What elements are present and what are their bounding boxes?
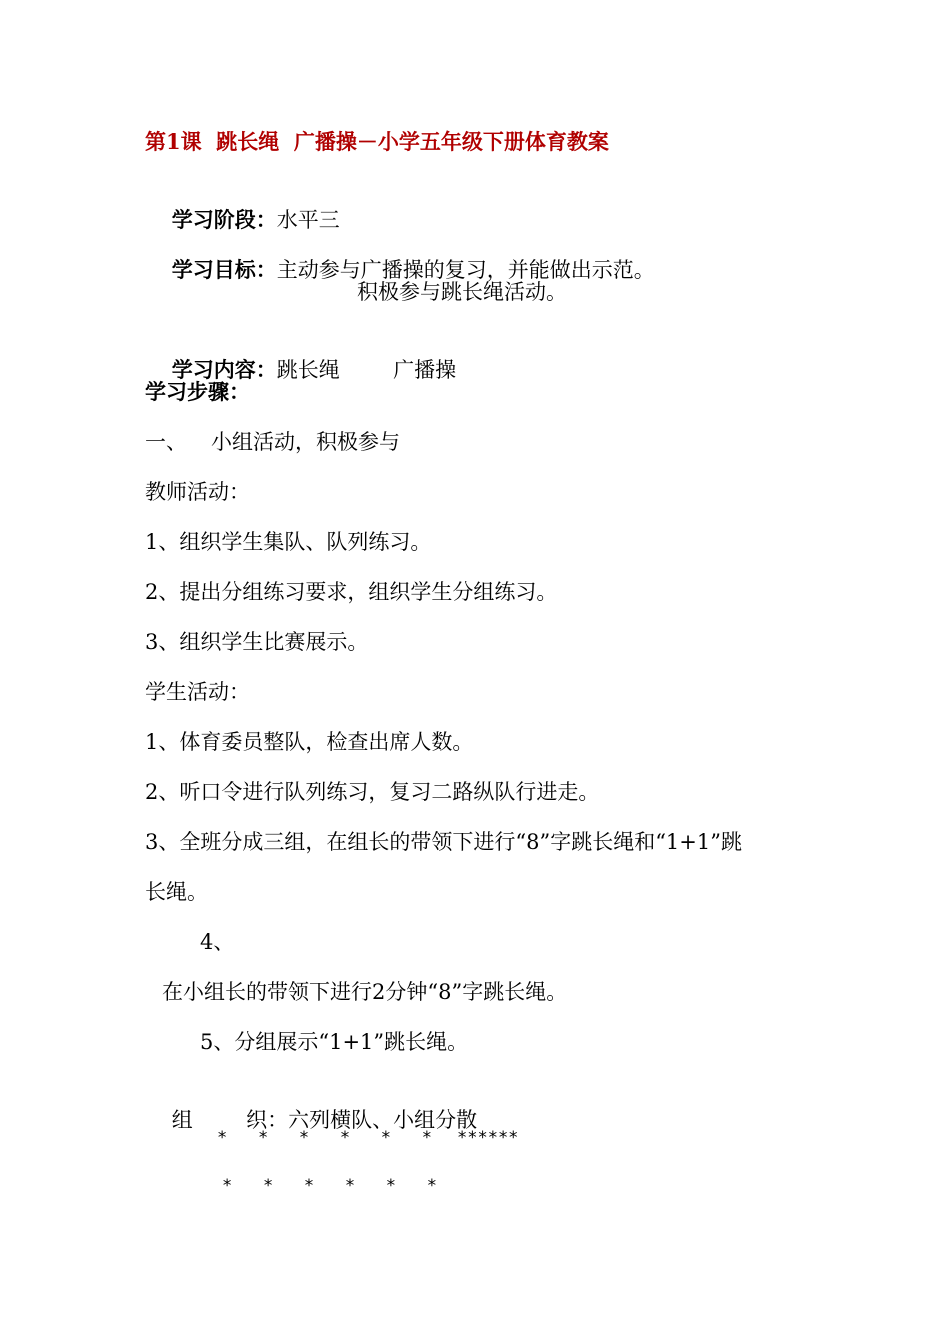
section-one-number: 一、	[145, 430, 187, 454]
formation-row-1-right: ******	[457, 1128, 519, 1148]
study-stage-label: 学习阶段：	[171, 207, 277, 232]
student-item: 2、听口令进行队列练习，复习二路纵队行进走。	[145, 780, 600, 804]
document-title: 第1课 跳长绳 广播操－小学五年级下册体育教案	[145, 129, 609, 154]
formation-row-2: * * * * * *	[222, 1176, 437, 1196]
student-item: 1、体育委员整队，检查出席人数。	[145, 730, 474, 754]
teacher-item: 3、组织学生比赛展示。	[145, 630, 369, 654]
student-item: 5、分组展示“1+1”跳长绳。	[200, 1030, 469, 1054]
teacher-item: 2、提出分组练习要求，组织学生分组练习。	[145, 580, 558, 604]
teacher-activity-label: 教师活动：	[145, 480, 250, 504]
study-goal-continuation: 积极参与跳长绳活动。	[357, 280, 567, 304]
study-stage-value: 水平三	[276, 208, 340, 232]
student-item: 在小组长的带领下进行2分钟“8”字跳长绳。	[162, 980, 568, 1004]
study-steps-label: 学习步骤：	[145, 379, 250, 404]
organization-label: 组 织：	[171, 1108, 289, 1132]
study-content-value: 跳长绳 广播操	[276, 358, 457, 382]
organization-value: 六列横队、小组分散	[288, 1108, 478, 1132]
student-item-continued: 长绳。	[145, 880, 208, 904]
study-goal-value: 主动参与广播操的复习，并能做出示范。	[276, 258, 655, 282]
student-item: 3、全班分成三组，在组长的带领下进行“8”字跳长绳和“1+1”跳	[145, 830, 742, 854]
section-one-text: 小组活动，积极参与	[211, 430, 400, 454]
student-activity-label: 学生活动：	[145, 680, 250, 704]
student-item-number: 4、	[200, 930, 235, 954]
formation-row-1-left: * * * * * *	[217, 1128, 432, 1148]
teacher-item: 1、组织学生集队、队列练习。	[145, 530, 432, 554]
study-goal-label: 学习目标：	[171, 257, 277, 282]
study-content-label: 学习内容：	[171, 357, 277, 382]
